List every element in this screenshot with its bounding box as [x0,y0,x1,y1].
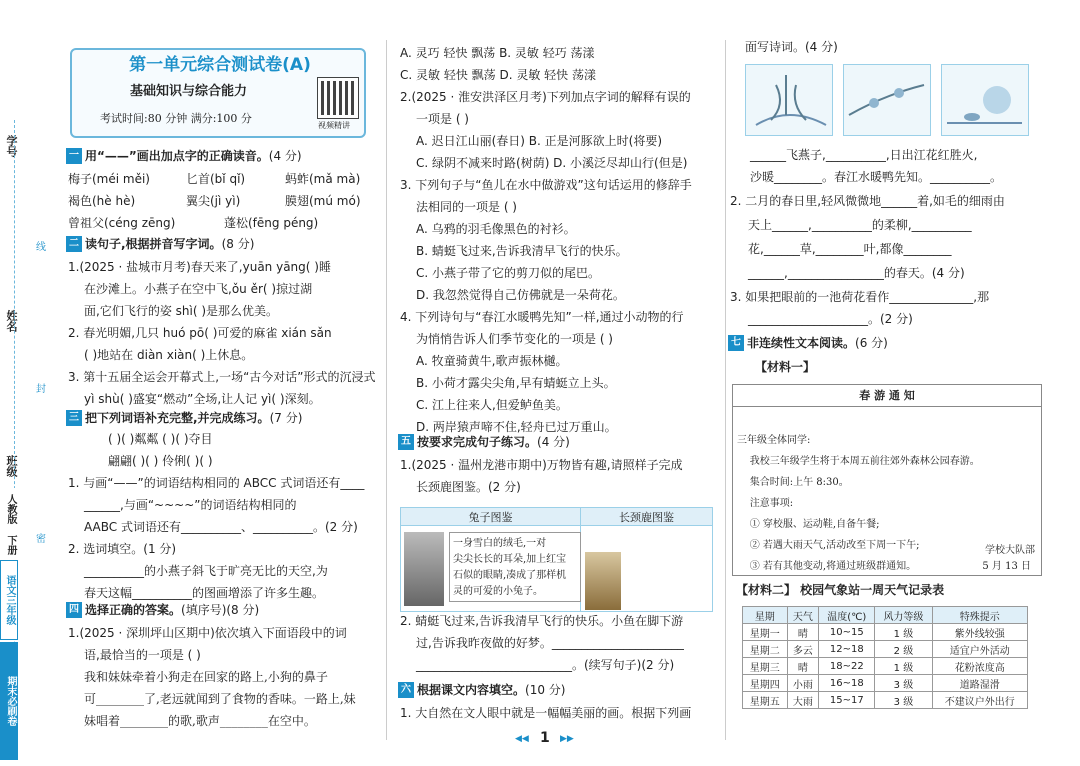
book-tab: 期末必刷卷 [0,642,18,760]
rabbit-image [404,532,444,606]
text-line: C. 灵敏 轻快 飘荡 D. 灵敏 轻快 荡漾 [400,68,596,82]
spring-outing-notice [732,384,1042,576]
pinyin-item: 褐色(hè hè) [68,194,136,208]
text-line: 2. 春光明媚,几只 huó pō( )可爱的麻雀 xián sǎn [68,326,332,340]
weather-cell: 花粉浓度高 [932,658,1027,675]
text-line: ( )( )粼粼 ( )( )夺目 [108,432,213,446]
text-line: 过,告诉我昨夜做的好梦。______________________ [416,636,684,650]
weather-cell: 12~18 [819,641,875,658]
willow-swallow-illustration [745,64,833,136]
weather-cell: 10~15 [819,624,875,641]
weather-cell: 18~22 [819,658,875,675]
text-line: D. 我忽然觉得自己仿佛就是一朵荷花。 [416,288,625,302]
text-line: 1.(2025 · 盐城市月考)春天来了,yuān yāng( )睡 [68,260,331,274]
text-line: 1. 与画“——”的词语结构相同的 ABCC 式词语还有____ [68,476,365,490]
text-line: 可________了,老远就闻到了食物的香味。一路上,妹 [84,692,356,706]
qr-label: 视频精讲 [318,121,350,130]
pinyin-item: 翼尖(jì yì) [186,194,241,208]
text-line: 4. 下列诗句与“春江水暖鸭先知”一样,通过小动物的行 [400,310,684,324]
text-line: 春天这幅__________的图画增添了许多生趣。 [84,586,325,600]
weather-cell: 1 级 [875,624,932,641]
text-line: ______飞燕子,__________,日出江花红胜火, [750,148,978,162]
weather-cell: 15~17 [819,692,875,709]
exam-info: 考试时间:80 分钟 满分:100 分 [100,112,252,125]
pinyin-item: 蓬松(fēng péng) [224,216,319,230]
weather-cell: 16~18 [819,675,875,692]
text-line: 花,______草,________叶,都像________ [748,242,952,256]
weather-row [743,658,1028,675]
page-title: 第一单元综合测试卷(A) [129,55,311,75]
text-line: B. 小荷才露尖尖角,早有蜻蜓立上头。 [416,376,616,390]
student-number-label: 学号 [5,135,18,157]
text-line: A. 灵巧 轻快 飘荡 B. 灵敏 轻巧 荡漾 [400,46,595,60]
text-line: 3. 下列句子与“鱼儿在水中做游戏”这句话运用的修辞手 [400,178,692,192]
rabbit-text: 一身雪白的绒毛,一对 尖尖长长的耳朵,加上红宝 石似的眼睛,凑成了那样机 灵的可爱的小兔子。 [453,538,567,597]
text-line: B. 蜻蜓飞过来,告诉我清早飞行的快乐。 [416,244,628,258]
section-3-heading: 三 把下列词语补充完整,并完成练习。(7 分) [66,410,302,426]
column-divider [725,40,726,740]
text-line: 长颈鹿图鉴。(2 分) [416,480,521,494]
pinyin-item: 膜翅(mú mó) [285,194,361,208]
text-line: 1.(2025 · 深圳坪山区期中)依次填入下面语段中的词 [68,626,347,640]
text-line: 面,它们飞行的姿 shì( )是那么优美。 [84,304,278,318]
weather-cell: 3 级 [875,675,932,692]
text-line: AABC 式词语还有__________、__________。(2 分) [84,520,358,534]
weather-cell: 道路湿滑 [932,675,1027,692]
student-name-label: 姓名 [5,310,18,332]
text-line: 2. 蜻蜓飞过来,告诉我清早飞行的快乐。小鱼在脚下游 [400,614,684,628]
text-line: 3. 第十五届全运会开幕式上,一场“古今对话”形式的沉浸式 [68,370,376,384]
text-line: 为悄悄告诉人们季节变化的一项是 ( ) [416,332,613,346]
text-line: 1. 大自然在文人眼中就是一幅幅美丽的画。根据下列画 [400,706,692,720]
text-line: 3. 如果把眼前的一池荷花看作______________,那 [730,290,990,304]
edition-tab: 人教版 [0,488,18,530]
qr-code-icon[interactable] [318,78,358,118]
text-line: 天上______,__________的柔柳,__________ [748,218,972,232]
pinyin-item: 蚂蚱(mǎ mà) [285,172,361,186]
text-line: ____________________。(2 分) [748,312,913,326]
weather-table: 星期 天气 温度(℃) 风力等级 特殊提示 星期一 晴 10~15 1 级 紫外线较强 星期二 多云 12~18 2 级 适宜户外活动 星期三 晴 18~22 1 级 花粉浓度高 星期四 小雨 16~18 3 级 道路湿滑 星期五 大雨 15~17 3 级 不建议户外出行 [742,606,1028,709]
pinyin-item: 匕首(bǐ qǐ) [186,172,246,186]
rabbit-header: 兔子图鉴 [401,508,581,526]
weather-cell: 小雨 [787,675,819,692]
section-4-heading: 四 选择正确的答案。(填序号)(8 分) [66,602,259,618]
text-line: C. 绿阴不减来时路(树荫) D. 小溪泛尽却山行(但是) [416,156,688,170]
pinyin-item: 曾祖父(céng zēng) [68,216,176,230]
fold-mark-3: 密 [36,534,46,545]
section-7-heading: 七 非连续性文本阅读。(6 分) [728,335,888,351]
material-1-label: 【材料一】 [755,360,816,374]
notice-title: 春 游 通 知 [733,385,1041,407]
text-line: 2.(2025 · 淮安洪泽区月考)下列加点字词的解释有误的 [400,90,691,104]
section-1-heading: 一 用“——”画出加点字的正确读音。(4 分) [66,148,302,164]
branch-illustration [843,64,931,136]
weather-cell: 适宜户外活动 [932,641,1027,658]
giraffe-header: 长颈鹿图鉴 [581,508,713,526]
weather-cell: 星期三 [743,658,788,675]
text-line: ( )地站在 diàn xiàn( )上休息。 [84,348,254,362]
text-line: 2. 二月的春日里,轻风微微地______着,如毛的细雨由 [730,194,1005,208]
page-number: 1 [540,730,550,746]
weather-cell: 多云 [787,641,819,658]
text-line: ______,与画“~~~~”的词语结构相同的 [84,498,297,512]
weather-cell: 3 级 [875,692,932,709]
section-5-heading: 五 按要求完成句子练习。(4 分) [398,434,570,450]
weather-row [743,675,1028,692]
text-line: ______,________________的春天。(4 分) [748,266,965,280]
notice-date: 5 月 13 日 [982,561,1031,572]
text-line: A. 迟日江山丽(春日) B. 正是河豚欲上时(将要) [416,134,663,148]
weather-cell: 星期二 [743,641,788,658]
text-line: 1.(2025 · 温州龙港市期中)万物皆有趣,请照样子完成 [400,458,683,472]
volume-tab: 下册 [0,530,18,560]
text-line: yì shù( )盛宴“燃动”全场,让人记 yì( )深刻。 [84,392,321,406]
weather-cell: 1 级 [875,658,932,675]
text-line: 在沙滩上。小燕子在空中飞,ǒu ěr( )掠过湖 [84,282,313,296]
section-2-heading: 二 读句子,根据拼音写字词。(8 分) [66,236,254,252]
page-subtitle: 基础知识与综合能力 [130,84,248,99]
text-line: 2. 选词填空。(1 分) [68,542,177,556]
text-line: 翩翩( )( ) 伶俐( )( ) [108,454,213,468]
weather-row [743,624,1028,641]
text-line: 沙暖________。春江水暖鸭先知。__________。 [750,170,1003,184]
weather-cell: 晴 [787,658,819,675]
text-line: 我和妹妹牵着小狗走在回家的路上,小狗的鼻子 [84,670,328,684]
giraffe-image [585,552,621,610]
text-line: __________________________。(续写句子)(2 分) [416,658,675,672]
text-line: 妹唱着________的歌,歌声________在空中。 [84,714,316,728]
duck-river-illustration [941,64,1029,136]
weather-cell: 星期五 [743,692,788,709]
text-line: 面写诗词。(4 分) [745,40,838,54]
weather-row [743,692,1028,709]
weather-cell: 星期一 [743,624,788,641]
weather-cell: 晴 [787,624,819,641]
weather-cell: 不建议户外出行 [932,692,1027,709]
text-line: C. 小燕子带了它的剪刀似的尾巴。 [416,266,601,280]
text-line: 语,最恰当的一项是 ( ) [84,648,201,662]
text-line: __________的小燕子斜飞于旷亮无比的天空,为 [84,564,328,578]
class-label: 班级 [5,455,18,477]
notice-sign: 学校大队部 [985,545,1035,556]
animal-guide-table [400,507,713,612]
text-line: 法相同的一项是 ( ) [416,200,517,214]
fold-mark-1: 线 [36,242,46,253]
weather-cell: 星期四 [743,675,788,692]
grade-tab: 语文三年级 [0,560,18,640]
weather-row [743,641,1028,658]
fold-mark-2: 封 [36,384,46,395]
weather-cell: 大雨 [787,692,819,709]
weather-cell: 2 级 [875,641,932,658]
prev-page-icon[interactable]: ◀◀ [515,734,529,744]
pinyin-item: 梅子(méi měi) [68,172,150,186]
notice-body: 三年级全体同学: 我校三年级学生将于本周五前往郊外森林公园春游。 集合时间:上午 8:30。 注意事项: ① 穿校服、运动鞋,自备午餐; ② 若遇大雨天气,活动改至下周一下午; ③ 若有其他变动,将通过班级群通知。 [737,435,980,572]
weather-cell: 紫外线较强 [932,624,1027,641]
column-divider [386,40,387,740]
next-page-icon[interactable]: ▶▶ [560,734,574,744]
text-line: A. 乌鸦的羽毛像黑色的衬衫。 [416,222,576,236]
text-line: A. 牧童骑黄牛,歌声振林樾。 [416,354,568,368]
material-2-label: 【材料二】 校园气象站一周天气记录表 [736,583,945,597]
text-line: C. 江上往来人,但爱鲈鱼美。 [416,398,568,412]
text-line: 一项是 ( ) [416,112,469,126]
section-6-heading: 六 根据课文内容填空。(10 分) [398,682,565,698]
text-line: D. 两岸猿声啼不住,轻舟已过万重山。 [416,420,617,434]
